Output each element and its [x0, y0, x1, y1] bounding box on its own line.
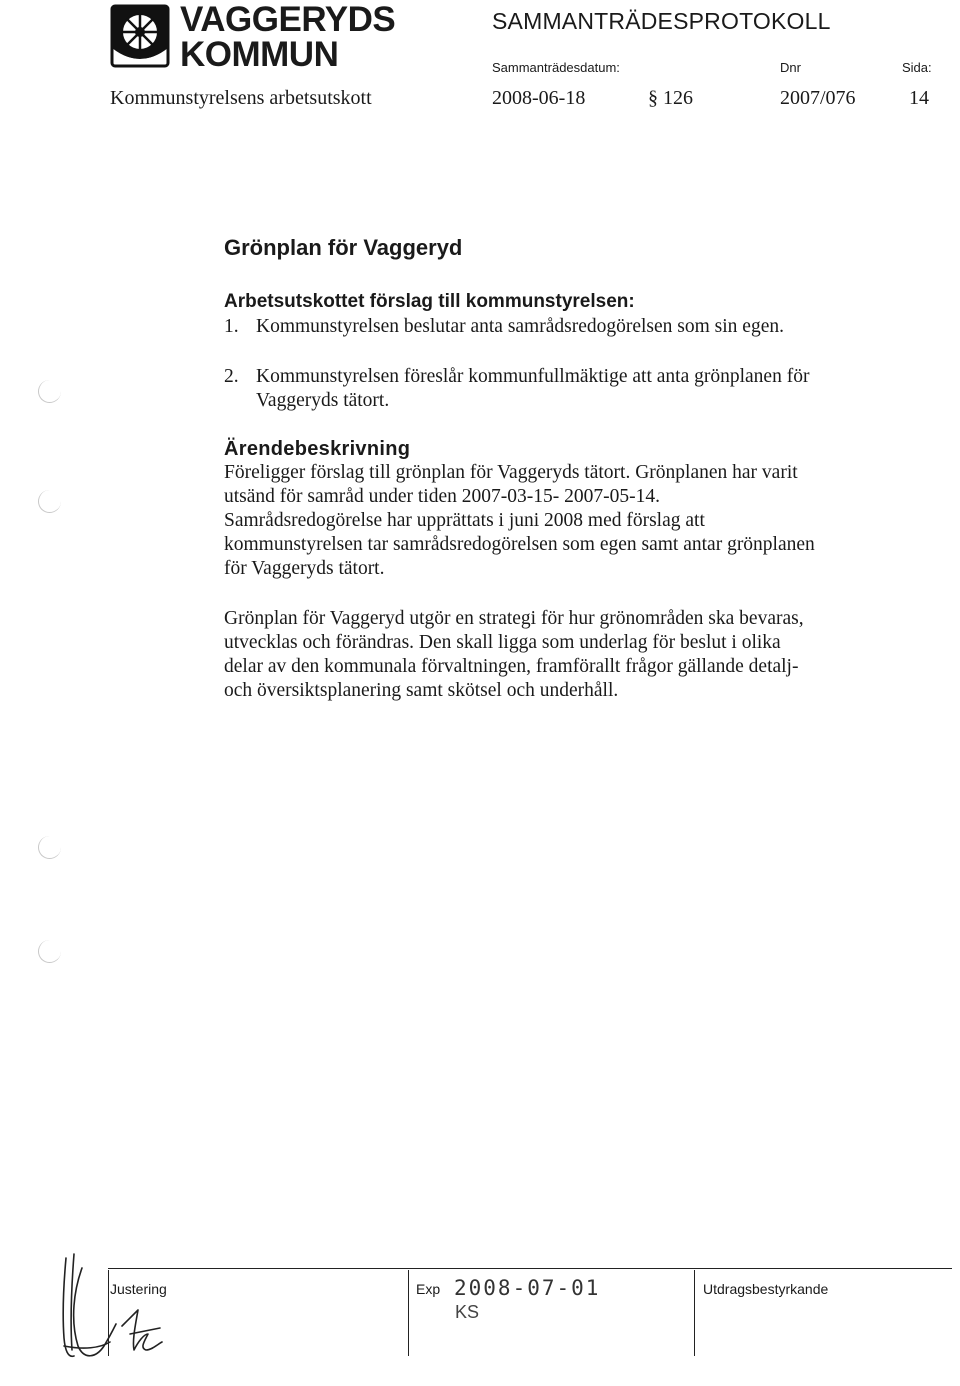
- footer-column-divider: [694, 1270, 695, 1356]
- footer-divider: [108, 1268, 952, 1269]
- meeting-date-label: Sammanträdesdatum:: [492, 60, 620, 75]
- org-name-line1: VAGGERYDS: [180, 0, 396, 39]
- exp-date-stamp: 2008-07-01: [454, 1276, 601, 1300]
- proposal-item: [224, 315, 884, 339]
- dnr-value: 2007/076: [780, 87, 856, 109]
- description-paragraph: Föreligger förslag till grönplan för Vaggeryds tätort. Grönplanen har varit utsänd för samråd under tiden 2007-03-15- 2007-05-14. Samrådsredogörelse har upprättats i juni 2008 med förslag att kommunstyrelsen tar samrådsredogörelsen som egen samt antar grönplanen för Vaggeryds tätort.: [224, 462, 815, 579]
- punch-hole-mark: [38, 836, 61, 859]
- exp-code: KS: [455, 1302, 480, 1322]
- paragraph-number: § 126: [648, 87, 693, 109]
- description-paragraph: Grönplan för Vaggeryd utgör en strategi för hur grönområden ska bevaras, utvecklas och förändras. Den skall ligga som underlag för beslut i olika delar av den kommunala förvaltningen, framförallt frågor gällande detalj- och översiktsplanering samt skötsel och underhåll.: [224, 608, 804, 701]
- page-label: Sida:: [902, 60, 932, 75]
- org-name-line2: KOMMUN: [180, 35, 339, 74]
- proposal-number: 2.: [224, 366, 239, 387]
- punch-hole-mark: [38, 490, 61, 513]
- proposal-heading: Arbetsutskottet förslag till kommunstyrelsen:: [224, 291, 635, 312]
- municipal-crest-icon: [110, 4, 170, 70]
- proposal-number: 1.: [224, 316, 239, 337]
- proposal-text-continued: Vaggeryds tätort.: [256, 390, 390, 411]
- punch-hole-mark: [38, 380, 61, 403]
- justering-label: Justering: [110, 1281, 167, 1297]
- proposal-item: [224, 365, 884, 413]
- utdrag-label: Utdragsbestyrkande: [703, 1281, 829, 1297]
- page-number: 14: [909, 87, 929, 109]
- punch-hole-mark: [38, 940, 61, 963]
- proposal-text: Kommunstyrelsen föreslår kommunfullmäktige att anta grönplanen för: [256, 366, 810, 387]
- exp-label: Exp: [416, 1281, 441, 1297]
- meeting-date: 2008-06-18: [492, 87, 586, 109]
- dnr-label: Dnr: [780, 60, 801, 75]
- footer-column-divider: [408, 1270, 409, 1356]
- description-heading: Ärendebeskrivning: [224, 438, 411, 460]
- committee-name: Kommunstyrelsens arbetsutskott: [110, 87, 372, 109]
- document-type: SAMMANTRÄDESPROTOKOLL: [492, 8, 831, 34]
- proposal-text: Kommunstyrelsen beslutar anta samrådsredogörelsen som sin egen.: [256, 316, 784, 337]
- page-title: Grönplan för Vaggeryd: [224, 235, 463, 260]
- handwritten-signature-icon: [44, 1250, 194, 1370]
